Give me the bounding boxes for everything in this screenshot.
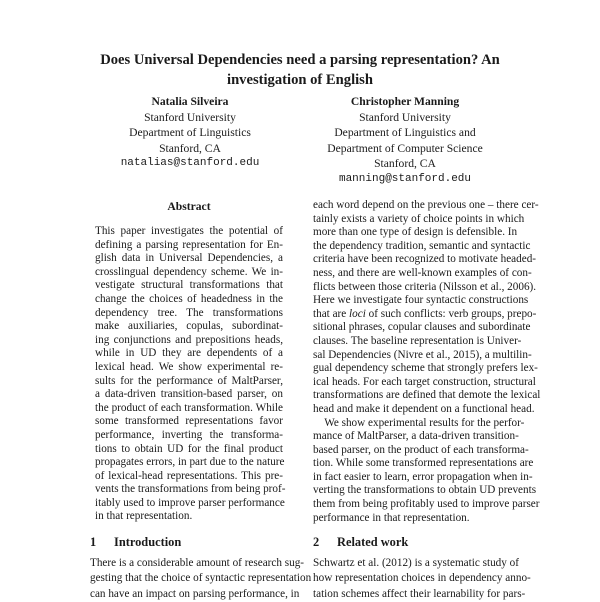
text-line: vestigate structural transformations that (95, 279, 283, 292)
text-line: tainly exists a variety of choice points in which (313, 212, 525, 225)
text-line: itably used to improve parser performance (95, 496, 285, 509)
text-line: the product of each transformation. While (95, 401, 283, 414)
author-email[interactable]: manning@stanford.edu (338, 172, 472, 185)
text-line: sal Dependencies (Nivre et al., 2015), a multilin- (313, 348, 532, 361)
author-affiliation: Stanford, CA (159, 141, 221, 155)
text-line: Here we investigate four syntactic constructions (313, 294, 529, 307)
text-line: crosslingual dependency scheme. We in- (95, 265, 283, 278)
author-affiliation: Department of Linguistics (129, 126, 251, 140)
abstract-heading: Abstract (167, 200, 211, 213)
text-line: propagates errors, in part due to the nature (95, 456, 285, 469)
text-line: them from being profitably used to improve parser (313, 498, 540, 511)
section-heading-introduction (90, 535, 181, 550)
text-line: based parser, on the product of each transforma- (313, 443, 529, 456)
section-title: Related work (337, 535, 409, 549)
text-line: gual dependency scheme that strongly prefers lex- (313, 362, 538, 375)
author-block (95, 94, 285, 172)
text-span: of such conflicts: verb groups, prepo- (365, 307, 537, 320)
text-line: a data-driven transition-based parser, on (95, 388, 283, 401)
author-block (305, 94, 505, 188)
section-heading-related-work (313, 535, 408, 550)
author-email[interactable]: natalias@stanford.edu (120, 157, 260, 170)
text-line: There is a considerable amount of research sug- (90, 557, 305, 569)
text-line: performance, inverting the transforma- (95, 428, 283, 441)
text-line: tions to obtain UD for the final product (95, 442, 283, 455)
text-line: vents the transformations from being prof- (95, 483, 286, 496)
text-line: clauses. The baseline representation is Univer- (313, 334, 522, 347)
title-line: investigation of English (227, 72, 373, 88)
text-line: sitional phrases, copular clauses and subordinate (313, 321, 531, 334)
text-line: in that representation. (95, 510, 193, 523)
text-line: flicts between those criteria (Nilsson et al., 2006). (313, 280, 537, 293)
text-line: head and make it dependent on a functional head. (313, 402, 535, 415)
text-line: ness, and there are well-known examples of con- (313, 266, 532, 279)
section-number: 2 (313, 535, 320, 549)
text-line: gesting that the choice of syntactic representation (90, 572, 312, 585)
text-line: This paper investigates the potential of (95, 225, 283, 237)
paper-title (60, 50, 540, 90)
text-line: each word depend on the previous one – there cer- (313, 199, 539, 211)
right-column-body (313, 199, 541, 525)
text-line (313, 307, 537, 322)
section-title: Introduction (114, 535, 182, 549)
text-line: tion. While some transformed representations are (313, 457, 534, 470)
text-line: while in UD they are dependents of a (95, 347, 283, 360)
text-line: in fact easier to learn, error propagation when in- (313, 470, 533, 483)
text-line: lexical head. We show experimental re- (95, 360, 283, 373)
text-line: glish data in Universal Dependencies, a (95, 252, 283, 265)
text-line: defining a parsing representation for En- (95, 238, 283, 251)
emphasis-text: loci (349, 307, 366, 320)
author-affiliation: Department of Computer Science (327, 141, 483, 155)
text-span: that are (313, 307, 350, 320)
author-affiliation: Stanford University (359, 110, 451, 124)
text-line: can have an impact on parsing performance, in (90, 587, 300, 600)
text-line: more than one type of design is defensible. In (313, 226, 518, 239)
text-line: some transformed representations favor (95, 415, 283, 428)
introduction-body (90, 556, 312, 602)
text-line: make auxiliaries, copulas, subordinat- (95, 320, 283, 333)
text-line: We show experimental results for the perfor- (313, 416, 525, 429)
text-line: mance of MaltParser, a data-driven transition- (313, 430, 519, 443)
text-line: tation schemes affect their learnability for pars- (313, 587, 526, 600)
text-line: Schwartz et al. (2012) is a systematic study of (313, 557, 519, 569)
text-line: dependency tree. The transformations (95, 306, 283, 319)
related-work-body (313, 556, 531, 602)
text-line: how representation choices in dependency anno- (313, 572, 531, 585)
text-line: verting the transformations to obtain UD prevents (313, 484, 537, 497)
title-line: Does Universal Dependencies need a parsing representation? An (100, 52, 500, 68)
text-line: of lexical-head representations. This pre- (95, 469, 283, 482)
text-line: change the choices of headedness in the (95, 292, 283, 305)
abstract-body (95, 225, 286, 524)
text-line: transformations are defined that demote the lexical (313, 389, 541, 402)
text-line: ing conjunctions and prepositions heads, (95, 333, 283, 346)
text-line: criteria have been recognized to motivate headed- (313, 253, 537, 266)
author-affiliation: Department of Linguistics and (334, 126, 476, 140)
author-name: Natalia Silveira (151, 95, 229, 108)
text-line: sults for the performance of MaltParser, (95, 374, 283, 387)
text-line: ical heads. For each target construction, structural (313, 375, 536, 388)
section-number: 1 (90, 535, 97, 549)
text-line: the dependency tradition, semantic and syntactic (313, 239, 531, 252)
author-affiliation: Stanford University (144, 110, 236, 124)
text-line: performance in that representation. (313, 511, 470, 524)
author-affiliation: Stanford, CA (374, 157, 436, 171)
author-name: Christopher Manning (350, 95, 460, 108)
